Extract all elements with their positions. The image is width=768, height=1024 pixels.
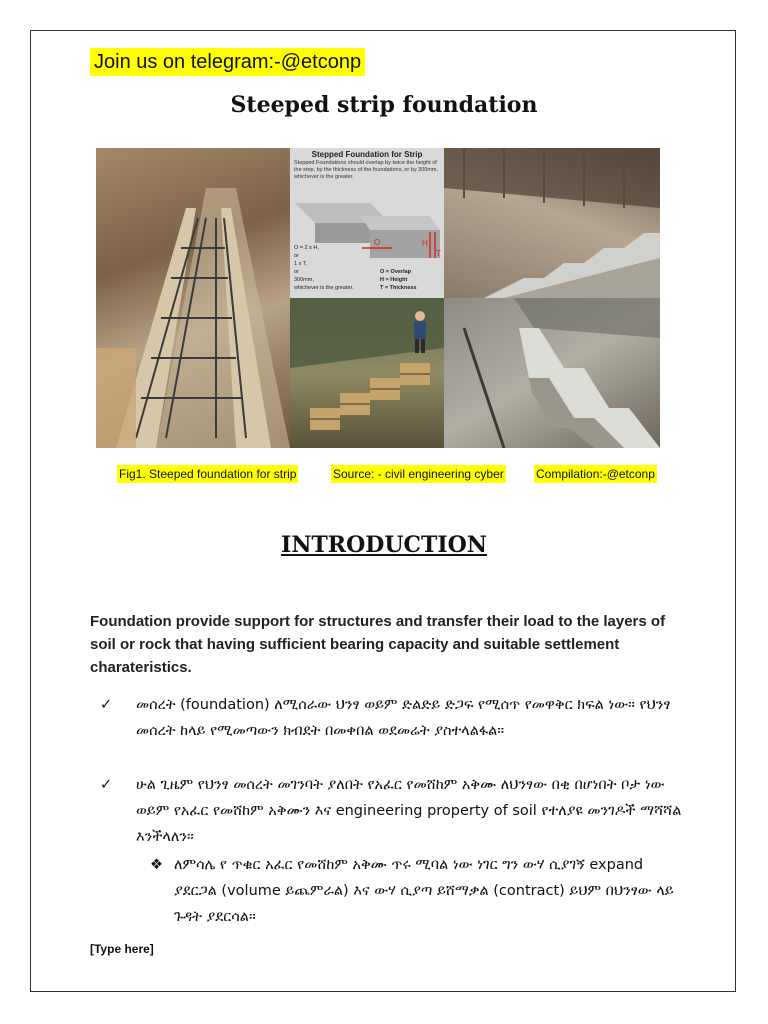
bullet-text: መሰረት (foundation) ለሚሰራው ህንፃ ወይም ድልድይ ድጋፍ የሚሰጥ የመዋቅር ክፍል ነው። የህንፃ መሰረት ከላይ የሚመጣውን ክብደት በመቀበል ወደመሬት ያስተላልፋል።	[136, 697, 671, 739]
legend-line: H = Height	[380, 277, 408, 283]
bullet-item	[100, 692, 685, 744]
figure-collage	[96, 148, 660, 448]
stepped-foundation-diagram	[290, 148, 444, 298]
bullet-text: ሁል ጊዜም የህንፃ መሰረት መገንባት ያለበት የአፈር የመሸከም አቅሙ ለህንፃው በቂ በሆነበት ቦታ ነው ወይም የአፈር የመሸከም አቅሙን እና engineering property of soil የተለያዩ መንገዶች ማሻሻል እንችላለን።	[136, 777, 682, 845]
legend-line: or	[294, 253, 299, 259]
sub-bullet-text: ለምሳሌ የ ጥቁር አፈር የመሸከም አቅሙ ጥሩ ሚባል ነው ነገር ግን ውሃ ሲያገኝ expand ያደርጋል (volume ይጨምራል) እና ውሃ ሲያጣ ይሸማቃል (contract) ይህም በህንፃው ላይ ጉዳት ያደርሳል።	[174, 857, 674, 925]
bullet-item	[100, 772, 685, 850]
legend-line: T = Thickness	[380, 285, 417, 291]
stepped-wall-drawing	[444, 148, 660, 298]
checkmark-icon: ✓	[100, 777, 113, 793]
diagram-title: Stepped Foundation for Strip	[311, 150, 423, 159]
rebar-trench-drawing	[96, 148, 290, 448]
stepped-footing-drawing	[444, 298, 660, 448]
caption-source: Source: - civil engineering cyber	[333, 467, 504, 481]
label-o: O	[374, 238, 381, 247]
legend-line: O = Overlap	[380, 269, 412, 275]
photo-stepped-wall	[444, 148, 660, 298]
photo-stepped-footing	[444, 298, 660, 448]
sub-bullet-item	[150, 852, 690, 930]
formwork-slope-drawing	[290, 298, 444, 448]
legend-line: 1 x T,	[294, 261, 308, 267]
footer-placeholder[interactable]: [Type here]	[90, 942, 154, 956]
diagram-legend-formula	[294, 244, 354, 292]
page-title: Steeped strip foundation	[230, 92, 538, 118]
legend-line: O = 2 x H,	[294, 245, 319, 251]
intro-heading: INTRODUCTION	[281, 532, 487, 558]
label-t: T	[436, 249, 441, 258]
diagram-description: Stepped Foundations should overlap by twice the height of the step, by the thickness of the foundations, or by 300mm, whichever is the greater.	[294, 160, 438, 180]
diagram-legend-key	[380, 268, 417, 292]
photo-formwork-slope	[290, 298, 444, 448]
caption-figure: Fig1. Steeped foundation for strip	[119, 467, 297, 481]
legend-line: or	[294, 269, 299, 275]
legend-line: 300mm,	[294, 277, 314, 283]
photo-rebar-trench	[96, 148, 290, 448]
intro-paragraph: Foundation provide support for structures and transfer their load to the layers of soil or rock that having sufficient bearing capacity and suitable settlement charateristics.	[90, 613, 666, 676]
label-h: H	[422, 239, 428, 248]
telegram-banner: Join us on telegram:-@etconp	[90, 48, 365, 76]
caption-compilation: Compilation:-@etconp	[536, 467, 655, 481]
legend-line: whichever is the greater.	[294, 285, 354, 291]
diamond-bullet-icon: ❖	[150, 857, 163, 873]
checkmark-icon: ✓	[100, 697, 113, 713]
